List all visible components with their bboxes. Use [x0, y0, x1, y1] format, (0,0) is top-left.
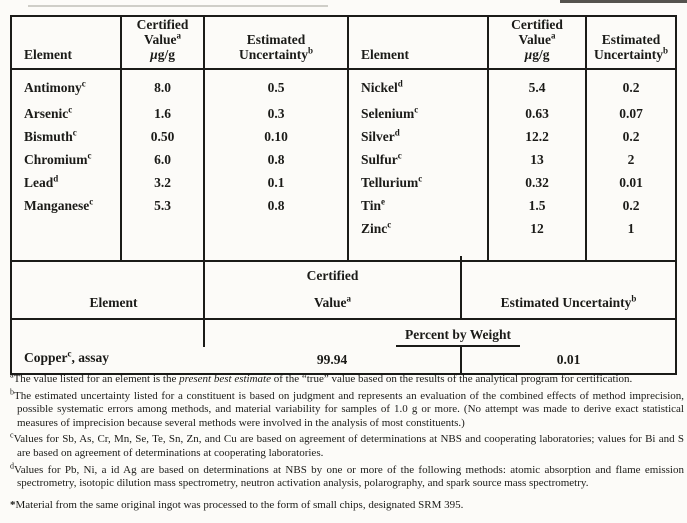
trace-elements-table — [10, 15, 677, 262]
uncertainty-cell: 0.01 — [586, 171, 676, 194]
table-row — [11, 102, 676, 125]
uncertainty-cell — [204, 217, 348, 240]
footnote-d: $^d$Values for Pb, Ni, a id Ag are based on determinations at NBS by one or more of the following methods: atomic absorption and flame emission spectrometry, isotopic dilution mass spectrometry, neutron activation analysis, polarography, and spark source mass spectrometry. — [10, 460, 684, 490]
column-header-element: Element — [348, 16, 488, 69]
certified-value-cell: 1.5 — [488, 194, 586, 217]
table-row — [11, 69, 676, 102]
certified-value-cell: 12.2 — [488, 125, 586, 148]
footnote-c: $^c$Values for Sb, As, Cr, Mn, Se, Te, Sn, Zn, and Cu are based on agreement of determinations at NBS and cooperating laboratories; values for Bi and S are based on agreement of determinations at cooperating laboratories. — [10, 430, 684, 459]
percent-by-weight-cell — [204, 319, 676, 347]
uncertainty-cell: 0.2 — [586, 194, 676, 217]
uncertainty-cell: 0.2 — [586, 125, 676, 148]
assay-header-row — [11, 256, 676, 319]
footnote-ref: c — [67, 348, 72, 359]
copper-assay-table — [10, 256, 677, 375]
footnote-marker: c — [10, 430, 14, 440]
element-cell — [11, 217, 121, 240]
italic-phrase: present best estimate — [179, 373, 271, 385]
footnote-marker: a — [10, 370, 14, 380]
certified-value-cell: 8.0 — [121, 69, 204, 102]
certified-value-cell: 0.32 — [488, 171, 586, 194]
footnote-ref: c — [68, 104, 73, 114]
column-header-certified-value: Certified Value$^a$ — [204, 256, 461, 319]
uncertainty-cell: 0.01 — [556, 352, 581, 367]
footnote-ref-a: a — [346, 293, 351, 304]
footnote-ref-a: a — [176, 30, 181, 41]
unit-label: µg/g — [524, 47, 550, 62]
column-header-estimated-uncertainty: Estimated Uncertainty$^b$ — [586, 16, 676, 69]
footnote-a: $^a$The value listed for an element is the present best estimate of the “true” value based on the results of the analytical program for certification. — [10, 370, 633, 385]
uncertainty-cell: 0.8 — [204, 148, 348, 171]
certified-value-cell: 12 — [488, 217, 586, 240]
uncertainty-cell: 0.2 — [586, 69, 676, 102]
certified-value-cell: 99.94 — [204, 347, 461, 374]
percent-by-weight-row — [11, 319, 676, 347]
footnote-ref-b: b — [631, 293, 637, 304]
footnote-ref: d — [397, 78, 403, 89]
footnote-ref: d — [53, 173, 59, 183]
footnote-ref: e — [381, 196, 386, 206]
footnote-ref: c — [87, 150, 92, 160]
footnote-marker: b — [10, 386, 14, 396]
footnote-b: $^b$The estimated uncertainty listed for a constituent is based on judgment and represents an evaluation of the combined effects of method imprecision, possible systematic errors among methods, and material variability for samples of 1.0 g or more. (No attempt was made to derive exact statistical measures of imprecision because several methods were involved in the analysis of most constituents.) — [10, 386, 684, 429]
element-cell: Tin$^e$ — [348, 194, 488, 217]
element-cell: Silver$^d$ — [348, 125, 488, 148]
footnote-ref: c — [418, 173, 423, 183]
footnote-marker: * — [10, 498, 16, 511]
element-cell: Selenium$^c$ — [348, 102, 488, 125]
table-header-row — [11, 16, 676, 69]
uncertainty-cell: 0.3 — [204, 102, 348, 125]
footnote-ref: c — [414, 104, 419, 114]
certified-value-cell: 5.3 — [121, 194, 204, 217]
column-header-certified-value: Certified Value$^a$ µg/g — [488, 16, 586, 69]
footnote-ref: c — [89, 196, 94, 206]
element-cell: Antimony$^c$ — [24, 78, 86, 95]
element-cell: Bismuth$^c$ — [24, 127, 77, 144]
certified-value-cell: 1.6 — [121, 102, 204, 125]
footnote-ref: c — [387, 219, 392, 229]
scan-artifact — [28, 5, 328, 7]
uncertainty-cell: 0.5 — [204, 69, 348, 102]
table-row — [11, 148, 676, 171]
footnotes-section — [10, 370, 684, 515]
certified-value-cell: 13 — [488, 148, 586, 171]
percent-by-weight-label: Percent by Weight — [396, 327, 520, 347]
certified-value-cell: 5.4 — [488, 69, 586, 102]
certified-value-cell — [121, 217, 204, 240]
element-cell: Zinc$^c$ — [348, 217, 488, 240]
uncertainty-cell: 0.1 — [204, 171, 348, 194]
column-header-estimated-uncertainty: Estimated Uncertainty$^b$ — [461, 256, 676, 319]
element-cell-copper: Copper$^c$, assay — [24, 348, 110, 365]
element-cell: Chromium$^c$ — [24, 150, 92, 167]
footnote-ref-a: a — [551, 30, 556, 41]
column-header-element: Element — [11, 16, 121, 69]
element-cell: Lead$^d$ — [24, 173, 59, 190]
element-cell: Manganese$^c$ — [24, 196, 94, 213]
uncertainty-cell: 1 — [586, 217, 676, 240]
certified-value-cell: 6.0 — [121, 148, 204, 171]
footnote-ref-b: b — [662, 45, 668, 56]
footnote-ref-b: b — [307, 45, 313, 56]
element-cell: Arsenic$^c$ — [24, 104, 73, 121]
footnote-star: *Material from the same original ingot was processed to the form of small chips, designated SRM 395. — [10, 498, 464, 511]
column-header-element: Element — [11, 256, 204, 319]
uncertainty-cell: 0.10 — [204, 125, 348, 148]
table-row — [11, 125, 676, 148]
column-header-certified-value: Certified Value$^a$ µg/g — [121, 16, 204, 69]
element-cell: Tellurium$^c$ — [348, 171, 488, 194]
footnote-ref: c — [397, 150, 402, 160]
table-row — [11, 217, 676, 240]
uncertainty-cell: 0.8 — [204, 194, 348, 217]
footnote-ref: c — [72, 127, 77, 137]
footnote-ref: d — [394, 127, 400, 137]
uncertainty-cell: 2 — [586, 148, 676, 171]
element-cell: Nickel$^d$ — [348, 69, 488, 102]
table-row — [11, 194, 676, 217]
certified-value-cell: 3.2 — [121, 171, 204, 194]
unit-label: µg/g — [149, 47, 176, 62]
scan-artifact — [560, 0, 687, 3]
column-header-estimated-uncertainty: Estimated Uncertainty$^b$ — [204, 16, 348, 69]
certified-value-cell: 0.63 — [488, 102, 586, 125]
footnote-marker: d — [10, 460, 14, 470]
uncertainty-cell: 0.07 — [586, 102, 676, 125]
table-row — [11, 171, 676, 194]
footnote-ref: c — [81, 78, 86, 89]
element-cell: Sulfur$^c$ — [348, 148, 488, 171]
certified-value-cell: 0.50 — [121, 125, 204, 148]
